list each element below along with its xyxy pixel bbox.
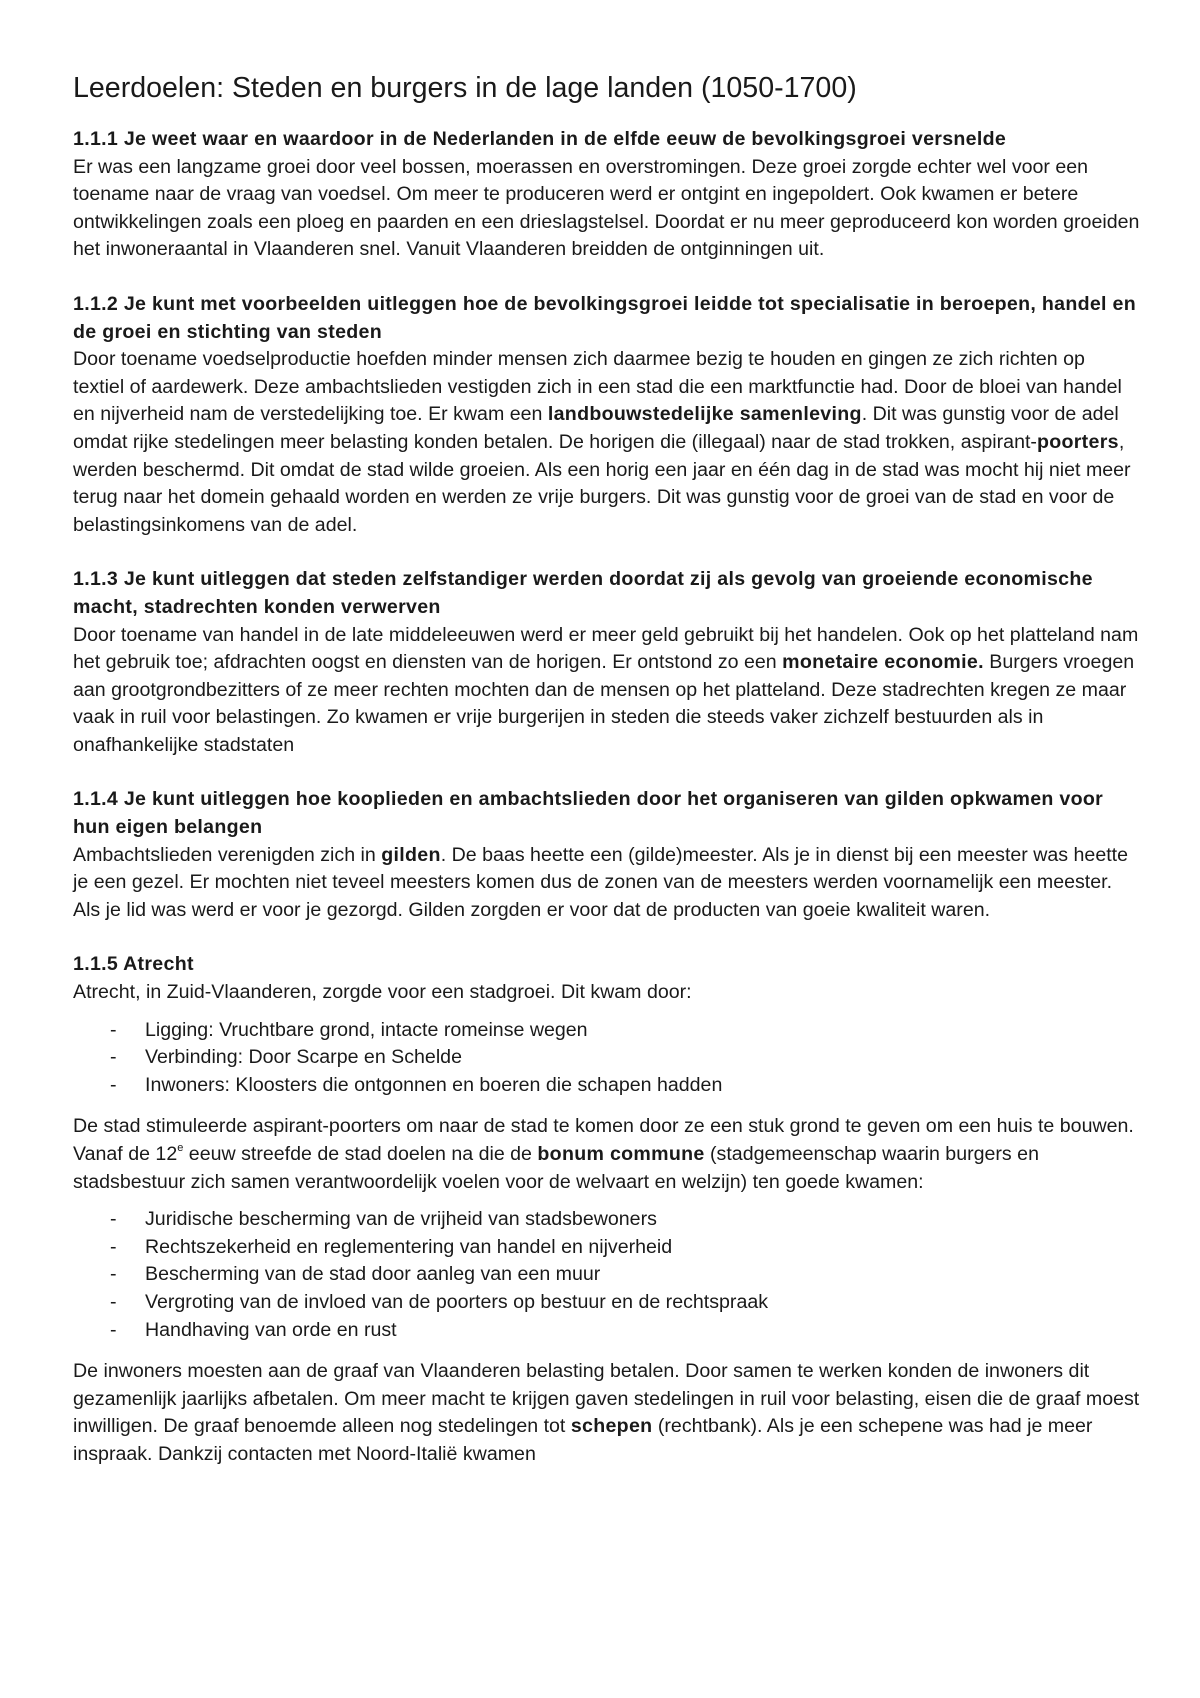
dash-bullet: -: [110, 1018, 117, 1041]
goals-list: [73, 1206, 1140, 1344]
body-text: (stadgemeenschap waarin burgers en stadsbestuur zich samen verantwoordelijk voelen voor de welvaart en welzijn) ten goede kwamen:: [73, 1143, 1039, 1193]
dash-bullet: -: [110, 1046, 117, 1069]
section-1-1-4: [73, 786, 1140, 924]
body-text: . Dit was gunstig voor de adel omdat rijke stedelingen meer belasting konden betalen. De horigen die (illegaal) naar de stad trokken, aspirant-: [73, 403, 1119, 453]
section-body: [73, 842, 1140, 925]
body-text: Ambachtslieden verenigden zich in: [73, 843, 382, 866]
list-item-text: Vergroting van de invloed van de poorters op bestuur en de rechtspraak: [145, 1290, 769, 1313]
section-1-1-1: [73, 126, 1140, 264]
key-term-bonum-commune: bonum commune: [537, 1143, 705, 1165]
section-heading: 1.1.4 Je kunt uitleggen hoe kooplieden en ambachtslieden door het organiseren van gilden opkwamen voor hun eigen belangen: [73, 788, 1104, 839]
dash-bullet: -: [110, 1263, 117, 1286]
key-term-poorters: poorters: [1036, 430, 1119, 453]
key-term-schepen: schepen: [570, 1415, 653, 1438]
list-item: [73, 1289, 1140, 1317]
superscript-e: e: [177, 1142, 184, 1155]
section-1-1-3: [73, 566, 1140, 759]
list-item: [73, 1044, 1140, 1072]
list-item-text: Juridische bescherming van de vrijheid van stadsbewoners: [145, 1208, 657, 1231]
section-heading: 1.1.3 Je kunt uitleggen dat steden zelfstandiger werden doordat zij als gevolg van groeiende economische macht, stadrechten konden verwerven: [73, 568, 1093, 618]
list-item: [73, 1234, 1140, 1262]
body-text: Door toename van handel in de late middeleeuwen werd er meer geld gebruikt bij het handelen. Ook op het platteland nam het gebruik toe; afdrachten oogst en diensten van de horigen. Er ontstond zo een: [73, 623, 1139, 674]
list-item-text: Verbinding: Door Scarpe en Schelde: [145, 1046, 462, 1069]
list-item: [73, 1261, 1140, 1289]
section-heading: 1.1.1 Je weet waar en waardoor in de Nederlanden in de elfde eeuw de bevolkingsgroei versnelde: [73, 128, 1007, 150]
body-text: eeuw streefde de stad doelen na die de: [183, 1143, 538, 1165]
list-item-text: Handhaving van orde en rust: [145, 1318, 397, 1341]
body-text: . De baas heette een (gilde)meester. Als je in dienst bij een meester was heette je een gezel. Er mochten niet teveel meesters komen dus de zonen van de meesters werden voornamelijk een meester. Als je lid was werd er voor je gezorgd. Gilden zorgden er voor dat de producten van goeie kwaliteit waren.: [73, 843, 1129, 921]
body-text: , werden beschermd. Dit omdat de stad wilde groeien. Als een horig een jaar en één dag in de stad was mocht hij niet meer terug naar het domein gehaald worden en werden ze vrije burgers. Dit was gunstig voor de groei van de stad en voor de belastingsinkomens van de adel.: [73, 430, 1131, 536]
factor-list: [73, 1017, 1140, 1100]
section-1-1-2: [73, 291, 1140, 539]
key-term-landbouwstedelijke-samenleving: landbouwstedelijke samenleving: [547, 403, 862, 426]
key-term-monetaire-economie: monetaire economie.: [782, 651, 984, 674]
list-item-text: Rechtszekerheid en reglementering van handel en nijverheid: [145, 1235, 673, 1258]
dash-bullet: -: [110, 1318, 117, 1341]
section-intro: Atrecht, in Zuid-Vlaanderen, zorgde voor een stadgroei. Dit kwam door:: [73, 981, 692, 1004]
dash-bullet: -: [110, 1235, 117, 1258]
body-text: De stad stimuleerde aspirant-poorters om naar de stad te komen door ze een stuk grond te geven om een huis te bouwen. Vanaf de 12: [73, 1115, 1134, 1165]
section-body: [73, 346, 1140, 539]
list-item-text: Ligging: Vruchtbare grond, intacte romeinse wegen: [145, 1018, 588, 1041]
document-title: Leerdoelen: Steden en burgers in de lage landen (1050-1700): [73, 72, 857, 104]
list-item: [73, 1017, 1140, 1045]
list-item: [73, 1072, 1140, 1100]
body-text: Burgers vroegen aan grootgrondbezitters of ze meer rechten mochten dan de mensen op het platteland. Deze stadrechten kregen ze maar vaak in ruil voor belastingen. Zo kwamen er vrije burgerijen in steden die steeds vaker zichzelf bestuurden als in onafhankelijke stadstaten: [73, 651, 1135, 756]
list-item-text: Bescherming van de stad door aanleg van een muur: [145, 1263, 601, 1286]
list-item-text: Inwoners: Kloosters die ontgonnen en boeren die schapen hadden: [145, 1073, 723, 1096]
body-text: (rechtbank). Als je een schepene was had je meer inspraak. Dankzij contacten met Noord-Italië kwamen: [73, 1415, 1093, 1465]
section-body: [73, 622, 1140, 760]
key-term-gilden: gilden: [381, 843, 441, 866]
body-text: De inwoners moesten aan de graaf van Vlaanderen belasting betalen. Door samen te werken konden de inwoners dit gezamenlijk jaarlijks afbetalen. Om meer macht te krijgen gaven stedelingen in ruil voor belasting, eisen die de graaf moest inwilligen. De graaf benoemde alleen nog stedelingen tot: [73, 1360, 1140, 1438]
list-item: [73, 1206, 1140, 1234]
section-paragraph: [73, 1358, 1140, 1468]
dash-bullet: -: [110, 1208, 117, 1231]
section-heading: 1.1.2 Je kunt met voorbeelden uitleggen hoe de bevolkingsgroei leidde tot specialisatie in beroepen, handel en de groei en stichting van steden: [73, 292, 1137, 343]
section-paragraph: [73, 1113, 1140, 1196]
dash-bullet: -: [110, 1290, 117, 1313]
section-body: Er was een langzame groei door veel bossen, moerassen en overstromingen. Deze groei zorgde echter wel voor een toename naar de vraag van voedsel. Om meer te produceren werd er ontgint en ingepoldert. Ook kwamen er betere ontwikkelingen zoals een ploeg en paarden en een drieslagstelsel. Doordat er nu meer geproduceerd kon worden groeiden het inwoneraantal in Vlaanderen snel. Vanuit Vlaanderen breidden de ontginningen uit.: [73, 155, 1140, 261]
dash-bullet: -: [110, 1073, 117, 1096]
section-1-1-5: [73, 951, 1140, 1468]
list-item: [73, 1317, 1140, 1345]
body-text: Door toename voedselproductie hoefden minder mensen zich daarmee bezig te houden en gingen ze zich richten op textiel of aardewerk. Deze ambachtslieden vestigden zich in een stad die een marktfunctie had. Door de bloei van handel en nijverheid nam de verstedelijking toe. Er kwam een: [73, 348, 1122, 426]
section-heading: 1.1.5 Atrecht: [73, 953, 194, 976]
